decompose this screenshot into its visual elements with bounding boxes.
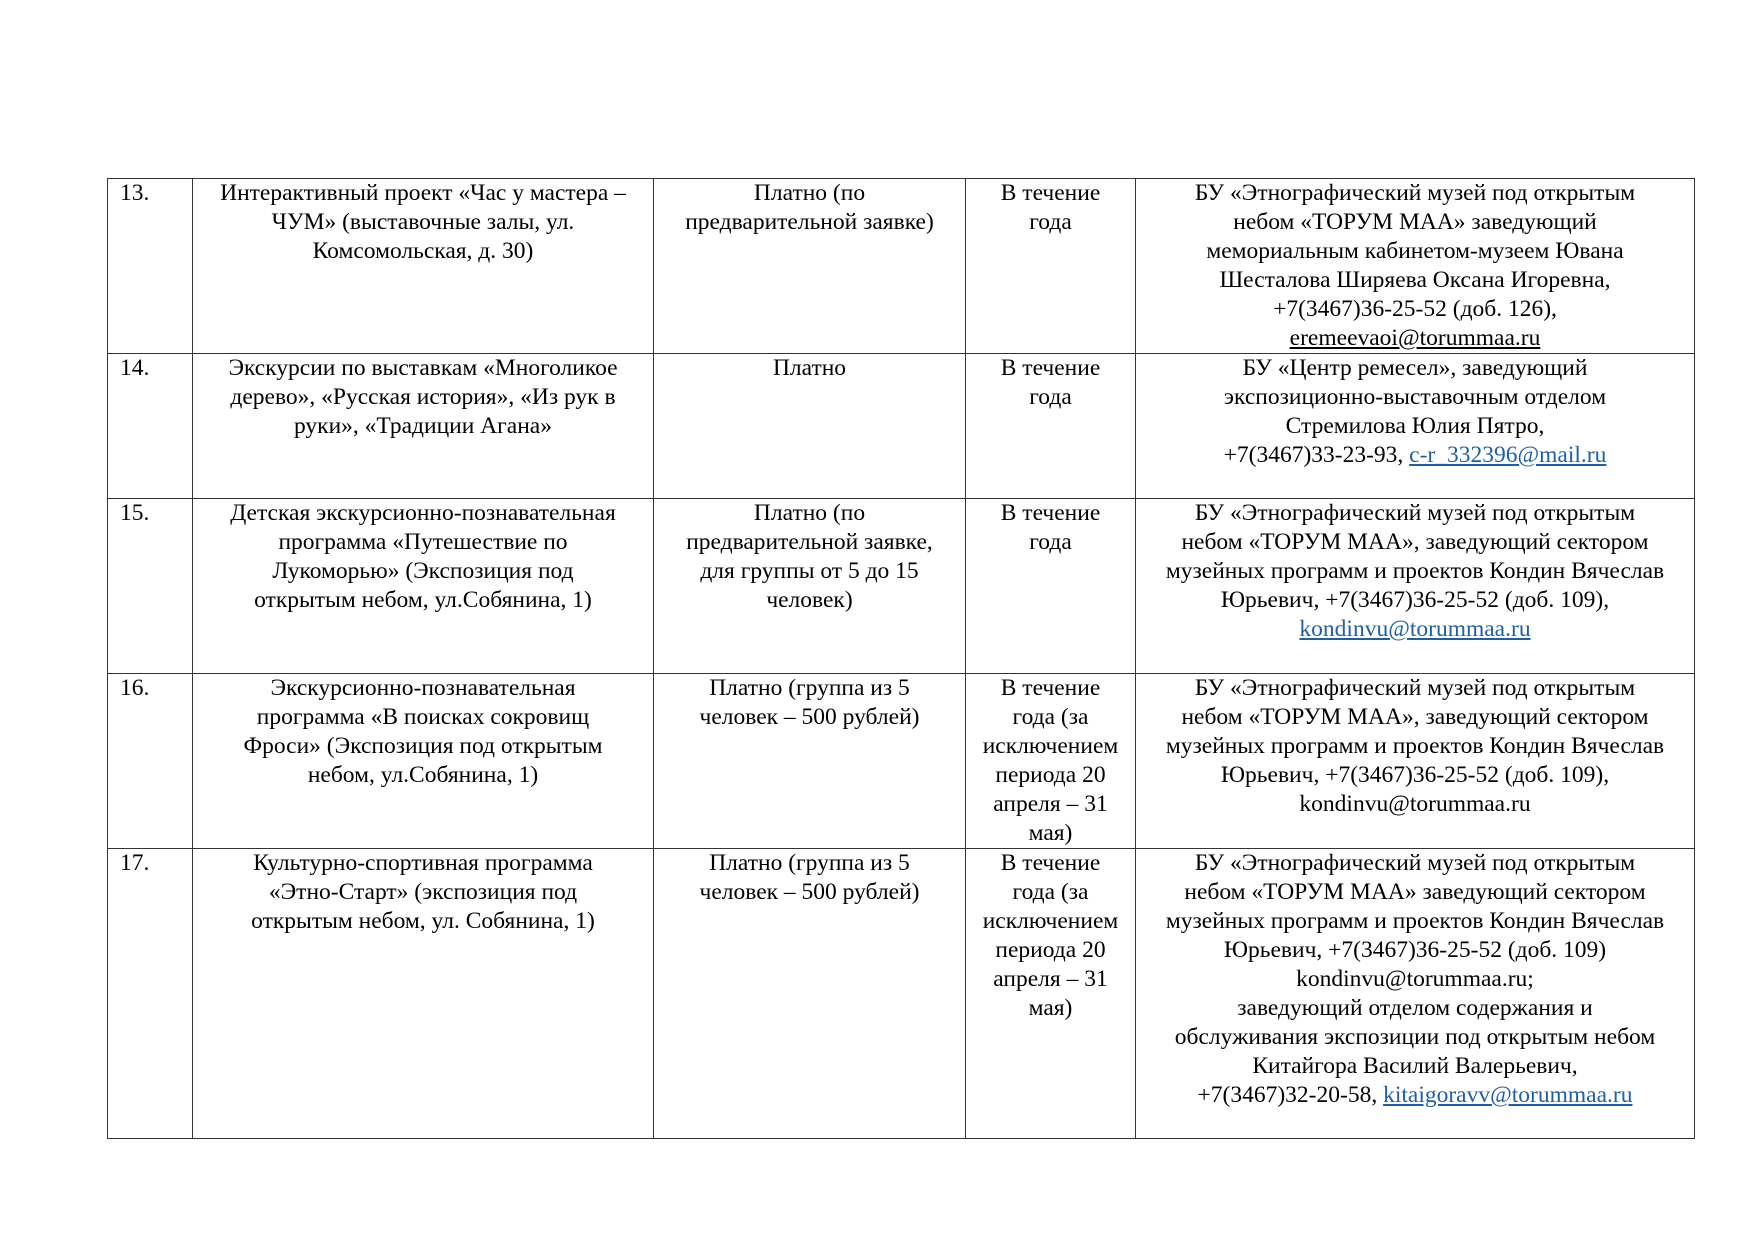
- organizer-line: музейных программ и проектов Кондин Вячеслав: [1165, 908, 1665, 934]
- event-name-line: Комсомольская, д. 30): [312, 238, 534, 264]
- organizer-line: Юрьевич, +7(3467)36-25-52 (доб. 109),: [1220, 587, 1610, 613]
- row-number: [108, 354, 193, 499]
- contact-email-line: [1142, 615, 1688, 644]
- organizer-line: небом «ТОРУМ МАА» заведующий сектором: [1184, 879, 1646, 905]
- event-name-line: ЧУМ» (выставочные залы, ул.: [271, 209, 575, 235]
- price-line: Платно (группа из 5: [709, 850, 910, 876]
- period-cell: [966, 179, 1136, 354]
- price-line: Платно (группа из 5: [709, 675, 910, 701]
- event-name-cell: [193, 674, 654, 849]
- contact-email-line: [1142, 441, 1688, 470]
- table-row: [108, 499, 1695, 674]
- organizer-line: небом «ТОРУМ МАА» заведующий: [1233, 209, 1597, 235]
- row-number: [108, 674, 193, 849]
- period-line: В течение: [1000, 355, 1101, 381]
- organizer-line: БУ «Этнографический музей под открытым: [1194, 675, 1636, 701]
- events-table: [107, 178, 1695, 1139]
- organizer-line: мемориальным кабинетом-музеем Ювана: [1206, 238, 1624, 264]
- period-line: апреля – 31: [993, 791, 1108, 817]
- period-line: мая): [1028, 820, 1073, 846]
- organizer-contact-cell: [1136, 179, 1695, 354]
- event-name-line: программа «В поисках сокровищ: [256, 704, 590, 730]
- period-line: В течение: [1000, 180, 1101, 206]
- event-name-line: Экскурсионно-познавательная: [270, 675, 576, 701]
- organizer-line: Шесталова Ширяева Оксана Игоревна,: [1219, 267, 1611, 293]
- event-name-cell: [193, 499, 654, 674]
- organizer-contact-cell: [1136, 674, 1695, 849]
- row-number-text: 15.: [120, 500, 150, 526]
- period-line: периода 20: [995, 762, 1106, 788]
- organizer-line: небом «ТОРУМ МАА», заведующий сектором: [1181, 704, 1649, 730]
- table-row: [108, 849, 1695, 1139]
- event-name-line: программа «Путешествие по: [278, 529, 568, 555]
- event-name-cell: [193, 179, 654, 354]
- organizer-line: БУ «Этнографический музей под открытым: [1194, 180, 1636, 206]
- event-name-cell: [193, 849, 654, 1139]
- organizer-line: БУ «Этнографический музей под открытым: [1194, 850, 1636, 876]
- price-cell: [654, 354, 966, 499]
- price-cell: [654, 499, 966, 674]
- event-name-line: Экскурсии по выставкам «Многоликое: [228, 355, 618, 381]
- period-line: периода 20: [995, 937, 1106, 963]
- organizer-contact-cell: [1136, 354, 1695, 499]
- event-name-line: Культурно-спортивная программа: [253, 850, 593, 876]
- period-line: года: [1029, 384, 1072, 410]
- organizer-line: Юрьевич, +7(3467)36-25-52 (доб. 109),: [1220, 762, 1610, 788]
- email-link[interactable]: c-r_332396@mail.ru: [1409, 442, 1607, 468]
- row-number-text: 16.: [120, 675, 150, 701]
- price-line: Платно (по: [753, 180, 866, 206]
- period-line: исключением: [982, 908, 1119, 934]
- period-cell: [966, 849, 1136, 1139]
- table-row: [108, 674, 1695, 849]
- period-line: исключением: [982, 733, 1119, 759]
- organizer-contact-cell: [1136, 499, 1695, 674]
- organizer-line: экспозиционно-выставочным отделом: [1223, 384, 1607, 410]
- price-cell: [654, 849, 966, 1139]
- organizer-line: +7(3467)36-25-52 (доб. 126),: [1273, 296, 1557, 322]
- price-cell: [654, 674, 966, 849]
- organizer-line: Юрьевич, +7(3467)36-25-52 (доб. 109): [1223, 937, 1607, 963]
- events-table-body: [108, 179, 1695, 1139]
- email-link[interactable]: eremeevaoi@torummaa.ru: [1289, 325, 1541, 351]
- row-number-text: 13.: [120, 180, 150, 206]
- organizer-line: kondinvu@torummaa.ru: [1299, 791, 1531, 817]
- contact-email-line: [1142, 324, 1688, 353]
- organizer-line: Стремилова Юлия Пятро,: [1285, 413, 1545, 439]
- period-cell: [966, 674, 1136, 849]
- price-cell: [654, 179, 966, 354]
- phone-text: +7(3467)32-20-58,: [1197, 1082, 1384, 1108]
- row-number: [108, 499, 193, 674]
- organizer-line: музейных программ и проектов Кондин Вячеслав: [1165, 733, 1665, 759]
- event-name-line: небом, ул.Собянина, 1): [307, 762, 539, 788]
- period-line: В течение: [1000, 675, 1101, 701]
- price-line: человек – 500 рублей): [699, 704, 920, 730]
- row-number: [108, 849, 193, 1139]
- event-name-line: «Этно-Старт» (экспозиция под: [268, 879, 578, 905]
- price-line: предварительной заявке): [685, 209, 934, 235]
- event-name-cell: [193, 354, 654, 499]
- organizer-line: kondinvu@torummaa.ru;: [1296, 966, 1534, 992]
- price-line: для группы от 5 до 15: [700, 558, 919, 584]
- organizer-contact-cell: [1136, 849, 1695, 1139]
- period-line: года (за: [1012, 704, 1089, 730]
- event-name-line: Фроси» (Экспозиция под открытым: [243, 733, 603, 759]
- organizer-line: музейных программ и проектов Кондин Вячеслав: [1165, 558, 1665, 584]
- price-line: человек): [766, 587, 853, 613]
- period-line: апреля – 31: [993, 966, 1108, 992]
- organizer-line: БУ «Центр ремесел», заведующий: [1242, 355, 1588, 381]
- period-line: мая): [1028, 995, 1073, 1021]
- organizer-line: небом «ТОРУМ МАА», заведующий сектором: [1181, 529, 1649, 555]
- period-line: года (за: [1012, 879, 1089, 905]
- event-name-line: открытым небом, ул.Собянина, 1): [254, 587, 592, 613]
- period-cell: [966, 354, 1136, 499]
- period-line: В течение: [1000, 850, 1101, 876]
- row-number-text: 17.: [120, 850, 150, 876]
- period-cell: [966, 499, 1136, 674]
- phone-text: +7(3467)33-23-93,: [1223, 442, 1410, 468]
- email-link[interactable]: kondinvu@torummaa.ru: [1299, 616, 1531, 642]
- event-name-line: Детская экскурсионно-познавательная: [230, 500, 616, 526]
- event-name-line: руки», «Традиции Агана»: [293, 413, 552, 439]
- event-name-line: Интерактивный проект «Час у мастера –: [220, 180, 626, 206]
- organizer-line: обслуживания экспозиции под открытым небом: [1174, 1024, 1656, 1050]
- table-row: [108, 179, 1695, 354]
- row-number: [108, 179, 193, 354]
- price-line: Платно: [772, 355, 847, 381]
- event-name-line: открытым небом, ул. Собянина, 1): [251, 908, 595, 934]
- period-line: В течение: [1000, 500, 1101, 526]
- event-name-line: Лукоморью» (Экспозиция под: [272, 558, 574, 584]
- row-number-text: 14.: [120, 355, 150, 381]
- organizer-line: заведующий отделом содержания и: [1237, 995, 1593, 1021]
- email-link[interactable]: kitaigoravv@torummaa.ru: [1383, 1082, 1633, 1108]
- price-line: Платно (по: [753, 500, 866, 526]
- price-line: человек – 500 рублей): [699, 879, 920, 905]
- event-name-line: дерево», «Русская история», «Из рук в: [230, 384, 616, 410]
- period-line: года: [1029, 529, 1072, 555]
- price-line: предварительной заявке,: [686, 529, 933, 555]
- organizer-line: Китайгора Василий Валерьевич,: [1252, 1053, 1578, 1079]
- contact-email-line: [1142, 1081, 1688, 1110]
- organizer-line: БУ «Этнографический музей под открытым: [1194, 500, 1636, 526]
- period-line: года: [1029, 209, 1072, 235]
- table-row: [108, 354, 1695, 499]
